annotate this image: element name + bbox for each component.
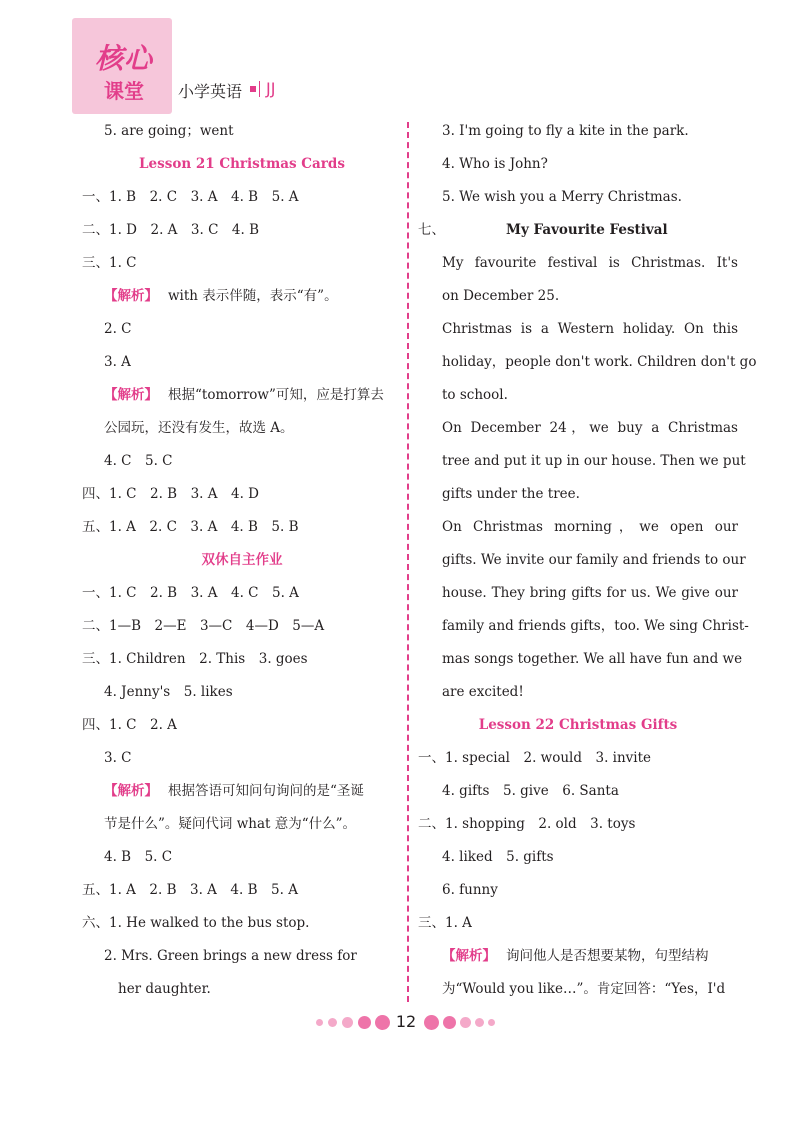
answer-line: 三、1. A [418,915,472,931]
section-heading: Lesson 21 Christmas Cards [139,156,345,172]
answer-line: 四、1. C 2. A [82,717,177,733]
answer-line: 2. Mrs. Green brings a new dress for [104,948,357,964]
answer-line: 二、1—B 2—E 3—C 4—D 5—A [82,618,325,634]
explanation-tag: 【解析】 [104,288,158,304]
explanation-line [82,775,402,808]
explanation-line [82,280,402,313]
answer-line: 5. We wish you a Merry Christmas. [442,189,682,205]
answer-line: 五、1. A 2. C 3. A 4. B 5. B [82,519,299,535]
answer-line: 二、1. D 2. A 3. C 4. B [82,222,260,238]
answer-line: 4. gifts 5. give 6. Santa [442,783,619,799]
essay-line: Christmas is a Western holiday. On this [442,321,738,337]
logo-title: 核心 [94,42,153,75]
section-heading: Lesson 22 Christmas Gifts [478,717,678,733]
answer-line: 4. B 5. C [104,849,173,865]
explanation-tag: 【解析】 [104,387,158,403]
answer-line: 4. Who is John? [442,156,548,172]
explanation-line [418,940,738,973]
column-divider [407,122,409,1002]
left-column [82,115,402,1006]
explanation-text: 询问他人是否想要某物，句型结构 [506,948,709,964]
essay-line: gifts under the tree. [442,486,580,502]
decor-dot-icon [443,1016,456,1029]
essay-line: holiday，people don't work. Children don't go [442,354,757,370]
decor-dot-icon [424,1015,439,1030]
right-column [418,115,757,1006]
page-number: 12 [395,1012,417,1031]
answer-line: 二、1. shopping 2. old 3. toys [418,816,636,832]
answer-line: 4. C 5. C [104,453,173,469]
decor-dot-icon [342,1017,353,1028]
answer-line: 2. C [104,321,132,337]
logo-subtitle: 课堂 [104,79,144,103]
essay-line: tree and put it up in our house. Then we put [442,453,746,469]
essay-title-line [418,214,738,247]
answer-line: 4. liked 5. gifts [442,849,554,865]
section-heading: 双休自主作业 [201,552,283,568]
decor-dot-icon [488,1019,495,1026]
essay-line: On Christmas morning，we open our [442,519,738,535]
essay-line: On December 24，we buy a Christmas [442,420,738,436]
answer-line: 四、1. C 2. B 3. A 4. D [82,486,260,502]
answer-line: 5. are going；went [104,123,234,139]
answer-line: 三、1. C [82,255,137,271]
answer-line: 3. A [104,354,131,370]
decor-dot-icon [328,1018,337,1027]
explanation-text: 根据“tomorrow”可知，应是打算去 [168,387,384,403]
explanation-continuation: 为“Would you like…”。肯定回答：“Yes，I'd [442,981,726,997]
page-footer [0,1010,800,1034]
answer-line: 一、1. B 2. C 3. A 4. B 5. A [82,189,299,205]
answer-line: 六、1. He walked to the bus stop. [82,915,310,931]
decor-dot-icon [475,1018,484,1027]
edition-label: JJ [266,79,276,98]
subject-label: 小学英语 [178,82,243,101]
answer-line: 6. funny [442,882,498,898]
answer-line: 4. Jenny's 5. likes [104,684,233,700]
answer-line: 3. I'm going to fly a kite in the park. [442,123,689,139]
answer-line: 五、1. A 2. B 3. A 4. B 5. A [82,882,298,898]
answer-line: her daughter. [118,981,211,997]
explanation-continuation: 节是什么”。疑问代词 what 意为“什么”。 [104,816,357,832]
essay-title: My Favourite Festival [506,222,668,238]
essay-line: My favourite festival is Christmas. It's [442,255,738,271]
essay-line: gifts. We invite our family and friends to our [442,552,746,568]
essay-line: house. They bring gifts for us. We give our [442,585,738,601]
answer-line: 一、1. special 2. would 3. invite [418,750,652,766]
header-separator [259,81,260,97]
decor-dot-icon [460,1017,471,1028]
decor-dot-icon [358,1016,371,1029]
explanation-text: with 表示伴随，表示“有”。 [168,288,338,304]
explanation-tag: 【解析】 [104,783,158,799]
answer-line: 一、1. C 2. B 3. A 4. C 5. A [82,585,299,601]
explanation-text: 根据答语可知问句询问的是“圣诞 [168,783,364,799]
essay-line: family and friends gifts，too. We sing Christ- [442,618,749,634]
explanation-continuation: 公园玩，还没有发生，故选 A。 [104,420,294,436]
answer-line: 三、1. Children 2. This 3. goes [82,651,308,667]
essay-line: to school. [442,387,508,403]
square-bullet-icon [250,86,256,92]
explanation-tag: 【解析】 [442,948,496,964]
decor-dot-icon [316,1019,323,1026]
essay-line: are excited! [442,684,524,700]
essay-line: on December 25. [442,288,560,304]
essay-number: 七、 [418,222,445,238]
essay-line: mas songs together. We all have fun and we [442,651,743,667]
answer-line: 3. C [104,750,132,766]
explanation-line [82,379,402,412]
